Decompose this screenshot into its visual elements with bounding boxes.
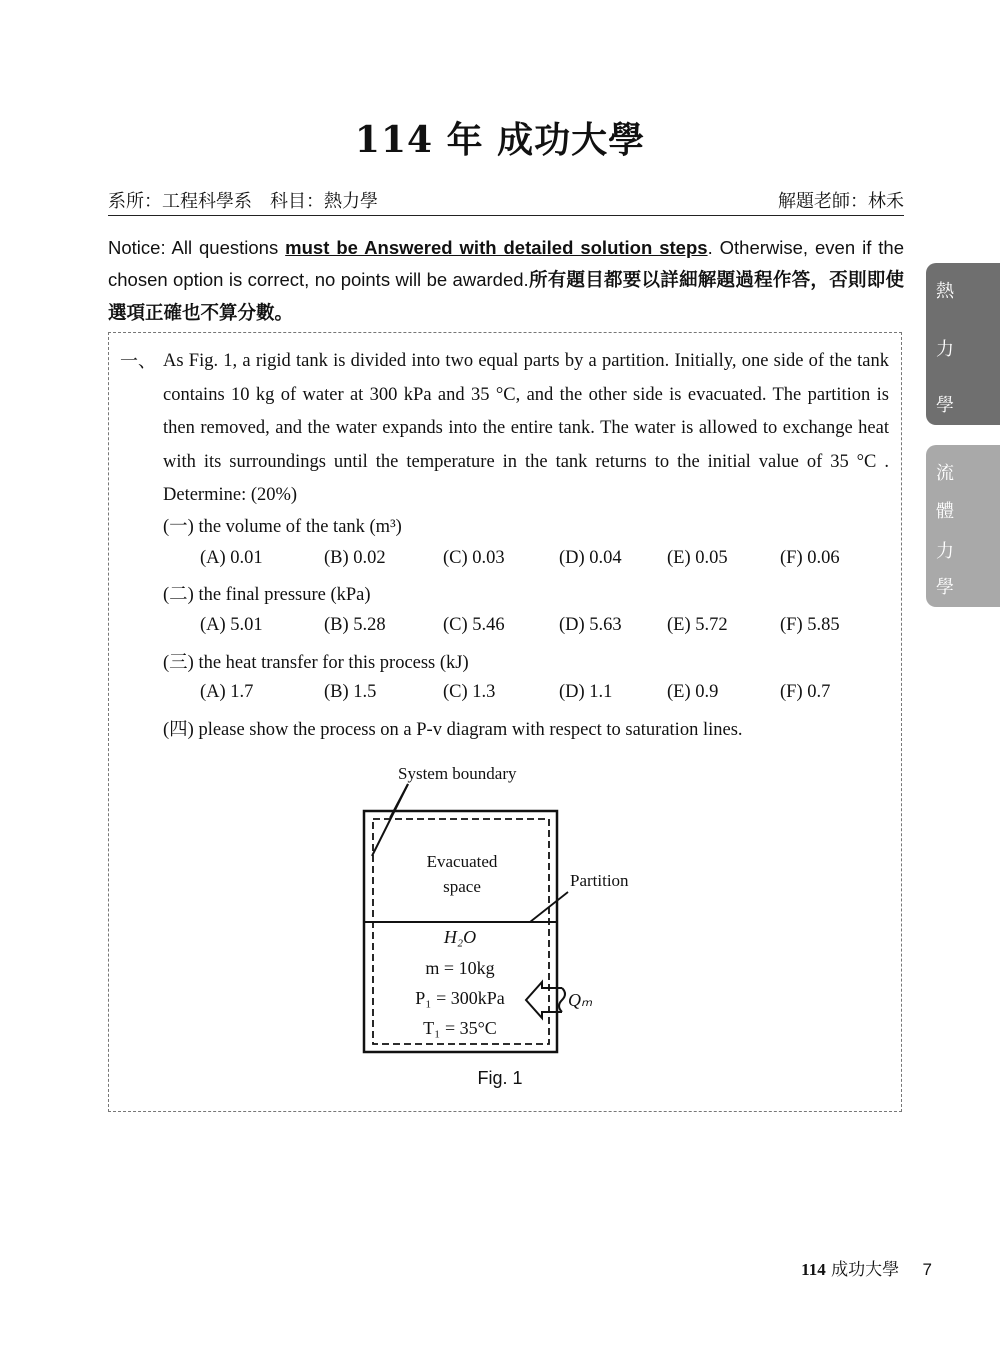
option[interactable]: (C) 0.03 (443, 548, 505, 568)
option[interactable]: (B) 1.5 (324, 682, 377, 702)
evacuated-label-2: space (443, 877, 481, 896)
notice-emphasis: must be Answered with detailed solution steps (285, 237, 708, 258)
tab-char: 學 (936, 395, 954, 416)
option[interactable]: (D) 0.04 (559, 548, 622, 568)
part-2-options (200, 615, 880, 639)
footer-school: 成功大學 (831, 1260, 900, 1280)
tab-fluid-mechanics[interactable] (926, 445, 1000, 607)
part-4-label: (四) please show the process on a P-v diagram with respect to saturation lines. (163, 720, 743, 740)
header-meta (108, 185, 904, 216)
question-text: As Fig. 1, a rigid tank is divided into two equal parts by a partition. Initially, one side of the tank contains 10 kg of water at 300 kPa and 35 °C, and the other side is evacuated. The partition is then removed, and the water expands into the entire tank. The water is allowed to exchange heat with its surroundings until the temperature in the tank returns to the initial value of 35 °C . Determine: (20%) (163, 351, 889, 505)
teacher: 解題老師：林禾 (778, 191, 904, 212)
notice-zh: 所有題目都要以詳細解題過程作答，否則即使選項正確也不算分數。 (108, 270, 904, 324)
notice-prefix: Notice: All questions (108, 237, 286, 258)
option[interactable]: (E) 0.05 (667, 548, 728, 568)
temperature-label: T₁ = 35°C (423, 1018, 497, 1038)
option[interactable]: (E) 0.9 (667, 682, 719, 702)
option[interactable]: (D) 5.63 (559, 615, 622, 635)
tab-char: 力 (936, 339, 954, 360)
tab-char: 流 (936, 463, 954, 484)
option[interactable]: (B) 5.28 (324, 615, 386, 635)
option[interactable]: (C) 1.3 (443, 682, 496, 702)
figure-caption: Fig. 1 (477, 1068, 523, 1088)
system-boundary-label: System boundary (398, 764, 517, 783)
option[interactable]: (F) 5.85 (780, 615, 840, 635)
tab-char: 體 (936, 501, 954, 522)
tab-char: 學 (936, 577, 954, 598)
partition-label: Partition (570, 871, 629, 890)
option[interactable]: (D) 1.1 (559, 682, 613, 702)
heat-label: Qₘ (568, 990, 593, 1010)
h2o-label: H₂O (443, 927, 477, 947)
tank-figure (330, 756, 670, 1096)
pressure-label: P₁ = 300kPa (415, 988, 505, 1008)
option[interactable]: (E) 5.72 (667, 615, 728, 635)
evacuated-label-1: Evacuated (426, 852, 498, 871)
page-number: 7 (922, 1260, 932, 1279)
option[interactable]: (A) 1.7 (200, 682, 254, 702)
mass-label: m = 10kg (425, 958, 495, 978)
heat-arrow (526, 982, 565, 1018)
part-1-options (200, 548, 880, 572)
option[interactable]: (F) 0.7 (780, 682, 831, 702)
tab-char: 力 (936, 541, 954, 562)
part-3-options (200, 682, 880, 706)
page-title: 114 年 成功大學 (354, 119, 646, 161)
notice (108, 232, 904, 330)
page-footer (801, 1255, 932, 1280)
option[interactable]: (A) 5.01 (200, 615, 263, 635)
option[interactable]: (A) 0.01 (200, 548, 263, 568)
part-2-label: (二) the final pressure (kPa) (163, 585, 371, 605)
tab-char: 熱 (936, 281, 954, 302)
option[interactable]: (F) 0.06 (780, 548, 840, 568)
question-number: 一、 (120, 351, 156, 372)
notice-suffix: . Otherwise, even if the chosen option is correct, no points will be awarded. (108, 237, 905, 290)
part-1-label: (一) the volume of the tank (m³) (163, 517, 402, 537)
dept-subject: 系所：工程科學系 科目：熱力學 (108, 191, 378, 212)
footer-year: 114 (801, 1260, 826, 1279)
boundary-pointer (372, 784, 408, 856)
tab-thermodynamics[interactable] (926, 263, 1000, 425)
part-3-label: (三) the heat transfer for this process (kJ) (163, 653, 469, 673)
option[interactable]: (B) 0.02 (324, 548, 386, 568)
option[interactable]: (C) 5.46 (443, 615, 505, 635)
